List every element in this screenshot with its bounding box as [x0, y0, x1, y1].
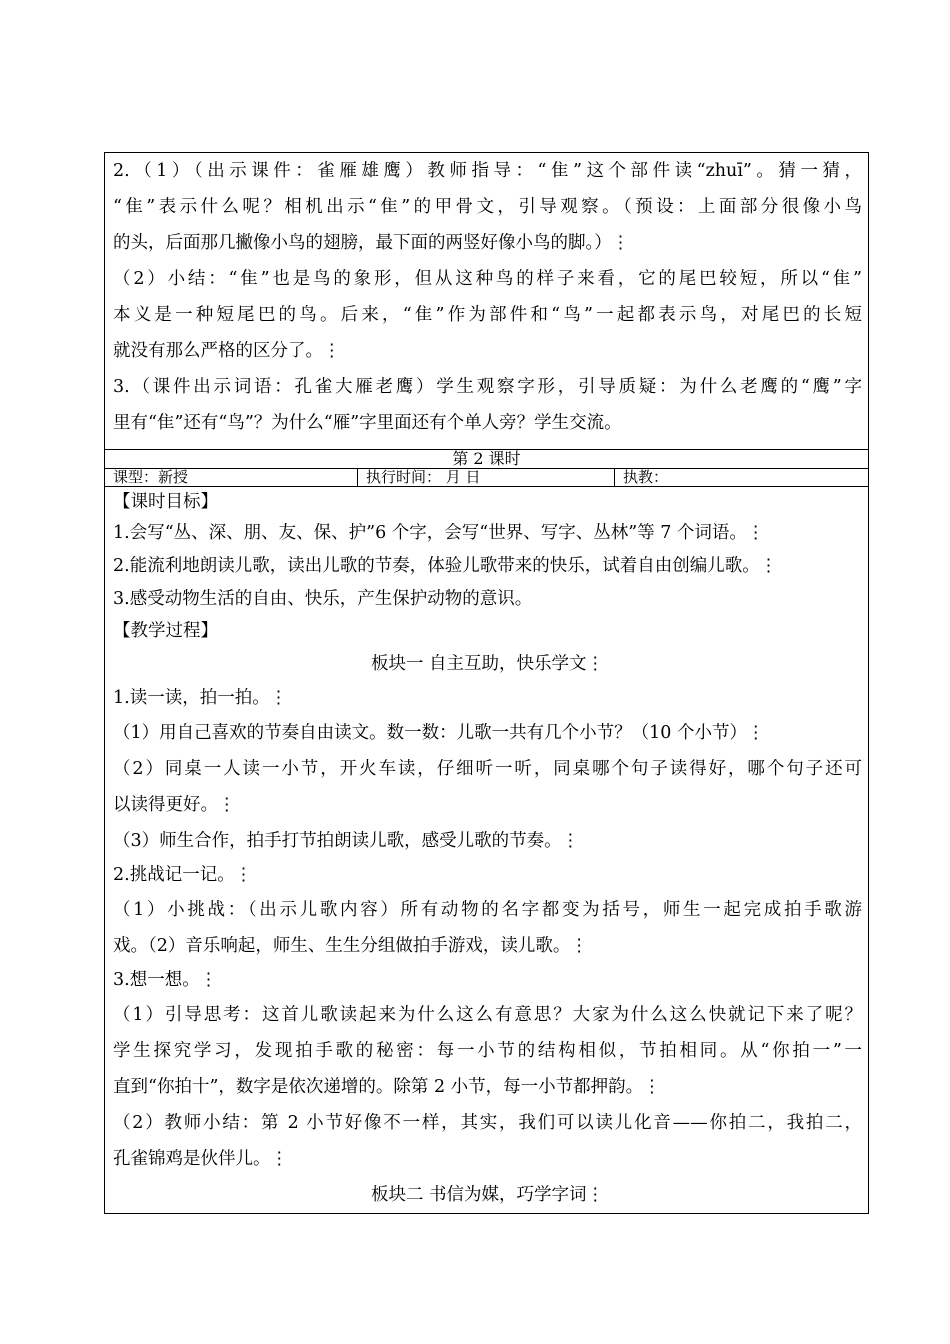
text-line: 学生探究学习，发现拍手歌的秘密：每一小节的结构相似，节拍相同。从“你拍一”一	[113, 1041, 862, 1061]
lesson-time: 执行时间： 月 日	[358, 469, 615, 486]
text-line: 孔雀锦鸡是伙伴儿。⋮	[113, 1149, 288, 1169]
text-line: 就没有那么严格的区分了。⋮	[113, 341, 341, 361]
text-line: 1.读一读，拍一拍。⋮	[113, 688, 288, 708]
text-line: （2）小结：“隹”也是鸟的象形，但从这种鸟的样子来看，它的尾巴较短，所以“隹”	[113, 269, 862, 289]
text-line: 以读得更好。⋮	[113, 795, 236, 815]
goals-heading: 【课时目标】	[113, 492, 218, 512]
text-line: 的头，后面那几撇像小鸟的翅膀，最下面的两竖好像小鸟的脚。）⋮	[113, 233, 630, 253]
text-line: 里有“隹”还有“鸟”？为什么“雁”字里面还有个单人旁？学生交流。	[113, 413, 622, 433]
lesson-type: 课型：新授	[105, 469, 358, 486]
text-line: 直到“你拍十”，数字是依次递增的。除第 2 小节，每一小节都押韵。⋮	[113, 1077, 661, 1097]
section-title: 板块一 自主互助，快乐学文⋮	[370, 654, 605, 674]
process-heading: 【教学过程】	[113, 621, 218, 641]
text-line: 2.（1）（出示课件：雀雁雄鹰）教师指导：“隹”这个部件读“zhuī”。猜一猜，	[113, 161, 862, 181]
text-line: 3.想一想。⋮	[113, 970, 218, 990]
text-line: 戏。（2）音乐响起，师生、生生分组做拍手游戏，读儿歌。⋮	[113, 936, 588, 956]
text-line: “隹”表示什么呢？相机出示“隹”的甲骨文，引导观察。（预设：上面部分很像小鸟	[113, 197, 862, 217]
goal-item: 3.感受动物生活的自由、快乐，产生保护动物的意识。	[113, 589, 533, 609]
section-title: 板块二 书信为媒，巧学字词⋮	[370, 1185, 605, 1205]
goal-item: 1.会写“丛、深、朋、友、保、护”6 个字，会写“世界、写字、丛林”等 7 个词语。⋮	[113, 523, 765, 543]
text-line: （1）引导思考：这首儿歌读起来为什么这么有意思？大家为什么这么快就记下来了呢？	[113, 1005, 862, 1025]
part2-content	[105, 487, 868, 1213]
lesson-teacher: 执教：	[623, 469, 669, 486]
text-line: （3）师生合作，拍手打节拍朗读儿歌，感受儿歌的节奏。⋮	[113, 831, 580, 851]
part1-content	[105, 153, 868, 441]
lesson-title: 第 2 课时	[105, 449, 868, 469]
text-line: 本义是一种短尾巴的鸟。后来，“隹”作为部件和“鸟”一起都表示鸟，对尾巴的长短	[113, 305, 862, 325]
lesson-plan-table	[104, 152, 869, 1214]
text-line: 2.挑战记一记。⋮	[113, 865, 253, 885]
lesson-info-row	[105, 469, 868, 487]
text-line: （2）同桌一人读一小节，开火车读，仔细听一听，同桌哪个句子读得好，哪个句子还可	[113, 759, 862, 779]
text-line: （2）教师小结：第 2 小节好像不一样，其实，我们可以读儿化音——你拍二，我拍二，	[113, 1113, 862, 1133]
goal-item: 2.能流利地朗读儿歌，读出儿歌的节奏，体验儿歌带来的快乐，试着自由创编儿歌。⋮	[113, 556, 778, 576]
text-line: （1）用自己喜欢的节奏自由读文。数一数：儿歌一共有几个小节？（10 个小节）⋮	[113, 723, 765, 743]
text-line: 3.（课件出示词语：孔雀大雁老鹰）学生观察字形，引导质疑：为什么老鹰的“鹰”字	[113, 377, 862, 397]
text-line: （1）小挑战：（出示儿歌内容）所有动物的名字都变为括号，师生一起完成拍手歌游	[113, 900, 862, 920]
